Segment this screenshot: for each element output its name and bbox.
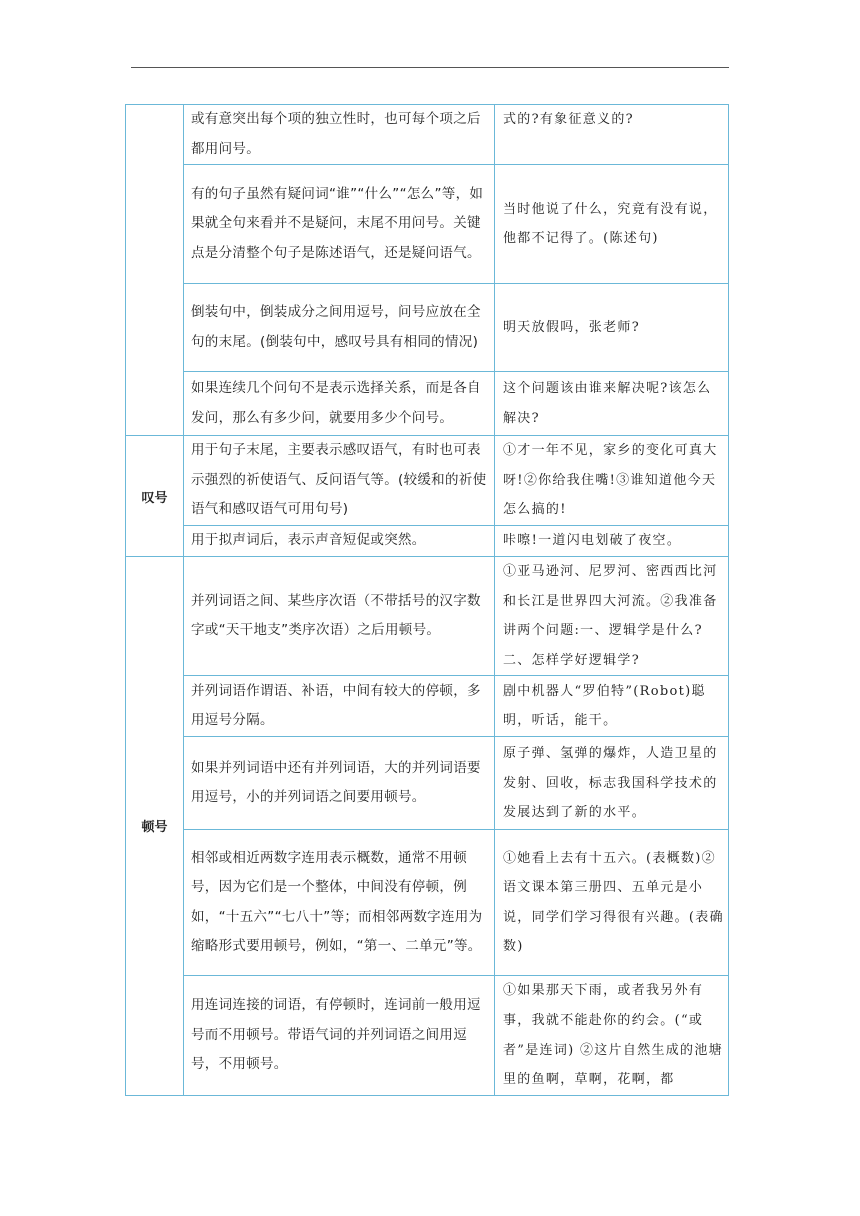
table-row: [126, 976, 729, 1095]
table-row: [126, 165, 729, 284]
rule-text: 用连词连接的词语，有停顿时，连词前一般用逗号而不用顿号。带语气词的并列词语之间用逗号，不用顿号。: [191, 997, 481, 1073]
example-text: 明天放假吗，张老师?: [503, 319, 640, 335]
rule-text: 有的句子虽然有疑问词“谁”“什么”“怎么”等，如果就全句来看并不是疑问，末尾不用问号。关键点是分清整个句子是陈述语气，还是疑问语气。: [191, 185, 484, 261]
table-row: [126, 436, 729, 526]
example-cell: [495, 830, 729, 976]
rule-cell: [184, 556, 495, 675]
example-cell: [495, 372, 729, 436]
rule-cell: [184, 676, 495, 737]
rule-cell: [184, 976, 495, 1095]
category-label: 叹号: [141, 490, 168, 506]
table-row: [126, 105, 729, 165]
category-cell: [126, 436, 184, 557]
header-rule: [131, 67, 729, 68]
example-cell: [495, 525, 729, 556]
example-cell: [495, 737, 729, 830]
example-cell: [495, 284, 729, 372]
rule-cell: [184, 372, 495, 436]
example-cell: [495, 556, 729, 675]
table-row: [126, 372, 729, 436]
rule-cell: [184, 525, 495, 556]
example-text: 剧中机器人“罗伯特”(Robot)聪明，听话，能干。: [503, 683, 706, 729]
table-row: [126, 525, 729, 556]
rule-cell: [184, 830, 495, 976]
table-row: [126, 737, 729, 830]
rule-text: 相邻或相近两数字连用表示概数，通常不用顿号，因为它们是一个整体，中间没有停顿，例如，“十五六”“七八十”等；而相邻两数字连用为缩略形式要用顿号，例如，“第一、二单元”等。: [191, 849, 483, 955]
punctuation-table: [125, 104, 729, 1096]
example-text: ①亚马逊河、尼罗河、密西西比河和长江是世界四大河流。②我准备讲两个问题:一、逻辑学是什么?二、怎样学好逻辑学?: [503, 563, 718, 668]
example-text: 原子弹、氢弹的爆炸，人造卫星的发射、回收，标志我国科学技术的发展达到了新的水平。: [503, 745, 718, 821]
rule-text: 如果连续几个问句不是表示选择关系，而是各自发问，那么有多少问，就要用多少个问号。: [191, 380, 481, 426]
example-text: 这个问题该由谁来解决呢?该怎么解决?: [503, 381, 712, 426]
rule-cell: [184, 105, 495, 165]
example-text: 式的?有象征意义的?: [503, 112, 634, 127]
rule-cell: [184, 436, 495, 526]
example-text: ①才一年不见，家乡的变化可真大呀!②你给我住嘴!③谁知道他今天怎么搞的!: [503, 443, 718, 518]
category-cell: [126, 105, 184, 436]
rule-cell: [184, 737, 495, 830]
example-cell: [495, 976, 729, 1095]
rule-text: 如果并列词语中还有并列词语，大的并列词语要用逗号，小的并列词语之间要用顿号。: [191, 759, 481, 806]
rule-text: 倒装句中，倒装成分之间用逗号，问号应放在全句的末尾。(倒装句中，感叹号具有相同的情况): [191, 304, 481, 350]
rule-text: 用于拟声词后，表示声音短促或突然。: [191, 532, 426, 549]
rule-text: 用于句子末尾，主要表示感叹语气，有时也可表示强烈的祈使语气、反问语气等。(较缓和的祈使语气和感叹语气可用句号): [191, 442, 487, 518]
rule-text: 并列词语之间、某些序次语（不带括号的汉字数字或“天干地支”类序次语）之后用顿号。: [191, 592, 481, 639]
rule-text: 并列词语作谓语、补语，中间有较大的停顿，多用逗号分隔。: [191, 682, 481, 729]
example-cell: [495, 436, 729, 526]
table-row: [126, 556, 729, 675]
example-text: ①她看上去有十五六。(表概数)②语文课本第三册四、五单元是小说，同学们学习得很有兴趣。(表确数): [503, 850, 724, 955]
example-text: 当时他说了什么，究竟有没有说，他都不记得了。(陈述句): [503, 201, 718, 247]
rule-cell: [184, 165, 495, 284]
example-cell: [495, 105, 729, 165]
example-cell: [495, 165, 729, 284]
category-cell: [126, 556, 184, 1095]
example-text: ①如果那天下雨，或者我另外有事，我就不能赴你的约会。(“或者”是连词) ②这片自然生成的池塘里的鱼啊，草啊，花啊，都: [503, 983, 723, 1088]
table-row: [126, 676, 729, 737]
table-row: [126, 284, 729, 372]
example-text: 咔嚓!一道闪电划破了夜空。: [503, 533, 682, 549]
table-row: [126, 830, 729, 976]
example-cell: [495, 676, 729, 737]
rule-text: 或有意突出每个项的独立性时，也可每个项之后都用问号。: [191, 111, 481, 157]
rule-cell: [184, 284, 495, 372]
category-label: 顿号: [141, 820, 168, 836]
